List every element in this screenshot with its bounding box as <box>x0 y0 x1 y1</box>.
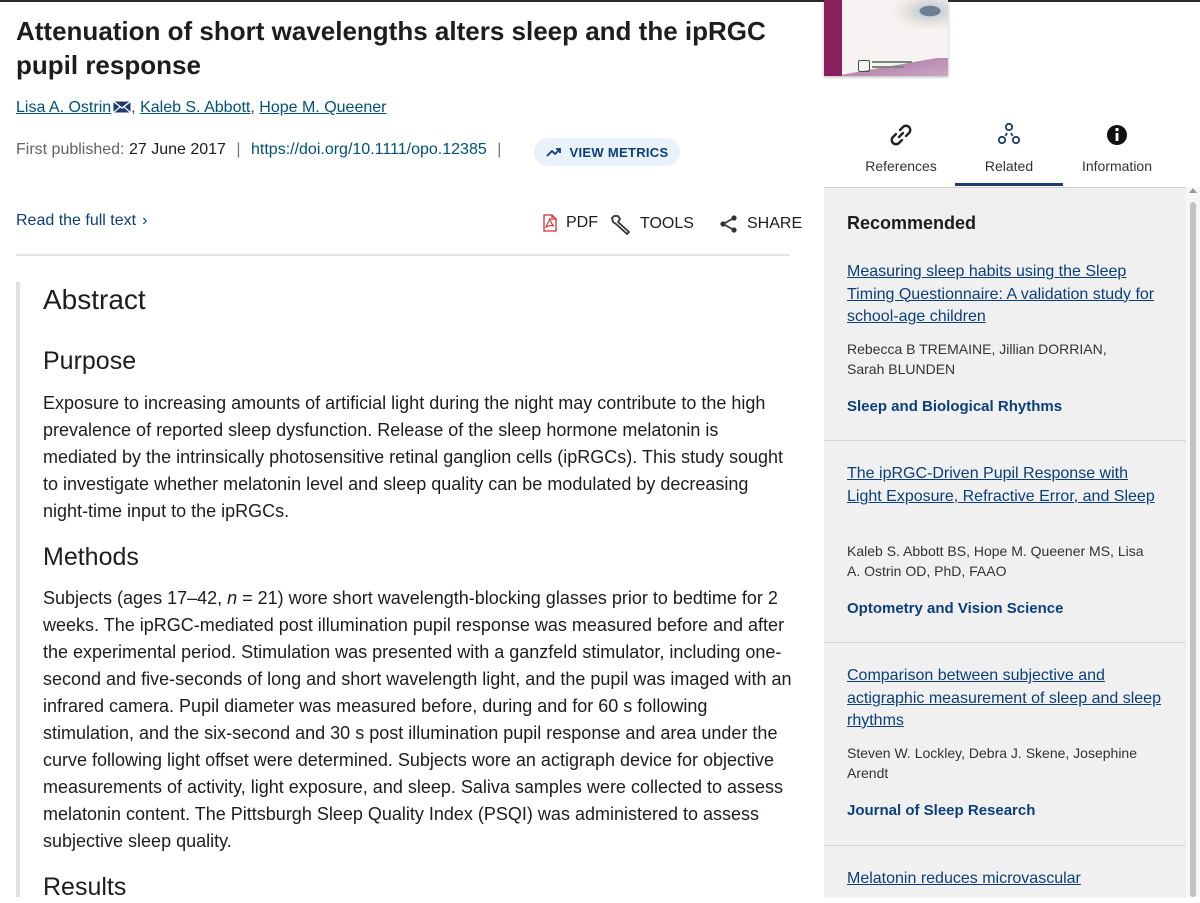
doi-link[interactable]: https://doi.org/10.1111/opo.12385 <box>251 141 487 158</box>
share-icon <box>719 214 739 234</box>
pdf-button[interactable] <box>542 214 598 232</box>
sidebar-tabs <box>824 112 1186 186</box>
purpose-paragraph: Exposure to increasing amounts of artificial light during the night may contribute to the high prevalence of reported sleep dysfunction. Release of the sleep hormone melatonin is mediated by the intrinsically photosensitive retinal ganglion cells (ipRGCs). This study sought to investigate whether melatonin level and sleep quality can be modulated by decreasing night-time input to the ipRGCs. <box>43 393 784 521</box>
results-heading: Results <box>43 873 127 901</box>
tab-related-label: Related <box>984 158 1034 174</box>
view-metrics-label: VIEW METRICS <box>569 144 669 160</box>
recommended-title-link[interactable]: Melatonin reduces microvascular <box>847 870 1081 887</box>
top-border <box>0 0 1200 2</box>
tools-label: TOOLS <box>640 215 694 232</box>
tab-references-label: References <box>865 158 937 174</box>
wrench-icon <box>610 213 632 235</box>
tab-information[interactable] <box>1063 112 1171 186</box>
tab-related[interactable] <box>955 112 1063 186</box>
author-link-queener[interactable]: Hope M. Queener <box>259 99 387 116</box>
author-separator: , <box>131 99 136 116</box>
purpose-heading: Purpose <box>43 347 137 375</box>
author-link-abbott[interactable]: Kaleb S. Abbott <box>140 99 251 116</box>
recommended-authors: Rebecca B TREMAINE, Jillian DORRIAN, Sarah BLUNDEN <box>847 341 1107 377</box>
recommended-journal-link[interactable]: Journal of Sleep Research <box>847 802 1036 819</box>
tab-information-label: Information <box>1081 158 1153 174</box>
methods-text-start: Subjects (ages 17–42, <box>43 588 228 608</box>
scrollbar-thumb[interactable] <box>1190 202 1196 897</box>
cover-eye-graphic <box>864 0 948 44</box>
recommended-title-link[interactable]: Measuring sleep habits using the Sleep Timing Questionnaire: A validation study for school-age children <box>847 263 1155 325</box>
abstract-left-border <box>16 282 20 897</box>
methods-n-variable: n <box>227 588 238 608</box>
publication-info <box>16 141 507 159</box>
envelope-icon[interactable] <box>113 101 131 113</box>
author-link-ostrin[interactable]: Lisa A. Ostrin <box>16 99 112 116</box>
info-icon <box>1104 122 1130 148</box>
recommended-panel <box>824 187 1186 898</box>
abstract-heading: Abstract <box>43 284 146 315</box>
recommended-title-link[interactable]: The ipRGC-Driven Pupil Response with Light Exposure, Refractive Error, and Sleep <box>847 465 1155 505</box>
first-published-label: First published: <box>16 141 125 158</box>
cover-publisher-logo <box>858 60 870 72</box>
list-divider <box>824 642 1186 643</box>
methods-heading: Methods <box>43 543 139 571</box>
active-tab-indicator <box>955 183 1063 186</box>
cover-caption-line <box>872 61 912 63</box>
author-separator: , <box>250 99 255 116</box>
read-full-text-link[interactable] <box>16 212 147 230</box>
author-list <box>16 99 386 117</box>
related-nodes-icon <box>996 122 1022 148</box>
list-divider <box>824 845 1186 846</box>
tools-button[interactable] <box>610 213 694 235</box>
read-full-text-label: Read the full text <box>16 212 137 229</box>
scroll-up-arrow-icon[interactable] <box>1189 188 1197 193</box>
recommended-authors: Steven W. Lockley, Debra J. Skene, Josephine Arendt <box>847 745 1138 781</box>
separator-bar: | <box>497 141 502 158</box>
first-published-date: 27 June 2017 <box>128 141 226 158</box>
methods-paragraph <box>43 585 795 855</box>
list-divider <box>824 440 1186 441</box>
view-metrics-button[interactable] <box>534 138 680 166</box>
journal-cover-image[interactable] <box>824 0 948 76</box>
recommended-heading: Recommended <box>847 213 977 233</box>
recommended-title-link[interactable]: Comparison between subjective and actigraphic measurement of sleep and sleep rhythms <box>847 667 1161 729</box>
pdf-label: PDF <box>566 214 598 231</box>
methods-text-rest: = 21) wore short wavelength-blocking glasses prior to bedtime for 2 weeks. The ipRGC-mediated post illumination pupil response was measured before and after the experimental period. Stimulation was presented with a ganzfeld stimulator, including one-second and five-seconds of long and short wavelength light, and the pupil was imaged with an infrared camera. Pupil diameter was measured before, during and for 60 s following stimulation, and the six-second and 30 s post illumination pupil response and area under the curve following light offset were determined. Subjects wore an actigraph device for objective measurements of activity, light exposure, and sleep. Saliva samples were collected to assess melatonin content. The Pittsburgh Sleep Quality Index (PSQI) was administered to assess subjective sleep quality. <box>43 588 792 851</box>
chevron-right-icon: › <box>142 212 148 229</box>
recommended-journal-link[interactable]: Optometry and Vision Science <box>847 600 1064 617</box>
trend-up-icon <box>546 146 562 158</box>
article-title: Attenuation of short wavelengths alters sleep and the ipRGC pupil response <box>16 16 766 80</box>
pdf-icon <box>542 214 558 232</box>
tab-references[interactable] <box>847 112 955 186</box>
share-button[interactable] <box>719 214 802 234</box>
share-label: SHARE <box>747 215 803 232</box>
recommended-authors: Kaleb S. Abbott BS, Hope M. Queener MS, Lisa A. Ostrin OD, PhD, FAAO <box>847 543 1144 579</box>
link-icon <box>888 122 914 148</box>
header-divider <box>16 254 790 256</box>
cover-caption-line <box>872 66 904 68</box>
recommended-journal-link[interactable]: Sleep and Biological Rhythms <box>847 398 1063 415</box>
separator-bar: | <box>236 141 241 158</box>
